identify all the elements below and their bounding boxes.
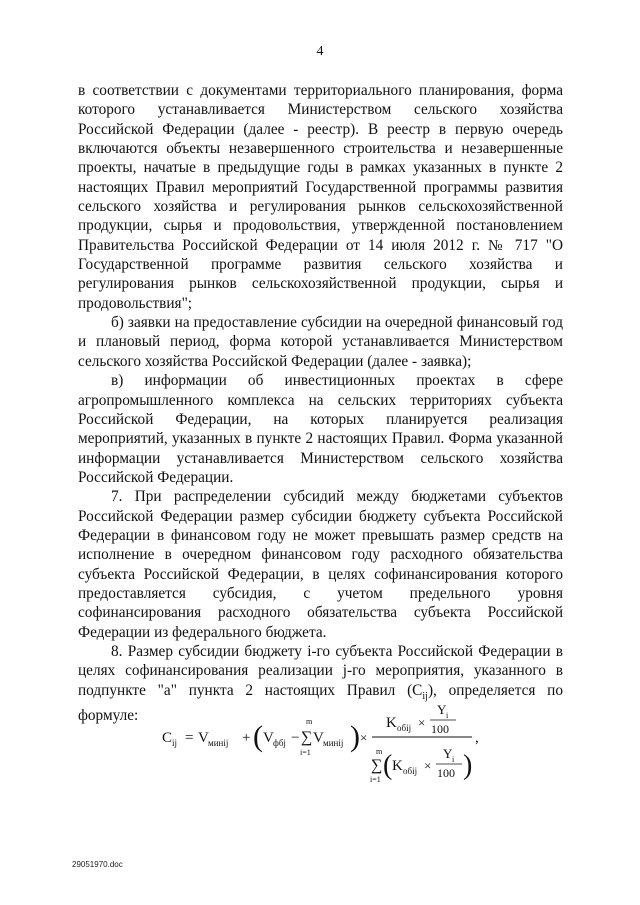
formula-y-den: Y [443, 746, 453, 761]
formula-v1-sub: минij [208, 738, 229, 748]
formula-plus: + [242, 730, 251, 746]
formula-sum1: ∑ [301, 729, 313, 746]
formula-den-lparen: ( [383, 750, 393, 781]
paragraph-v: в) информации об инвестиционных проектах в сфере агропромышленного комплекса на сельских территориях субъекта Российской Федерации, на которых планируется реализация мероприятий, указанных в пункте 2 настоящих Правил. Форма указанной информации устанавливается Министерством сельского хозяйства Российской Федерации. [78, 372, 563, 486]
formula-y-den-sub: i [452, 755, 455, 764]
paragraph-8-subscript: ij [422, 690, 428, 702]
formula-eq: = [185, 730, 194, 746]
formula-times2: × [418, 715, 426, 730]
formula-k-den: K [392, 758, 403, 774]
formula-k-den-sub: обij [403, 766, 418, 776]
formula-v3-sub: минij [323, 738, 344, 748]
formula-v2-sub: фбj [273, 738, 286, 748]
subsidy-formula [160, 688, 490, 788]
formula-sum2-bottom: i=1 [370, 775, 381, 784]
paragraph-8-tail: ), определяется по формуле: [78, 681, 564, 725]
formula-y-num-sub: i [446, 711, 449, 720]
formula-v3: V [313, 730, 324, 746]
body-text [78, 81, 563, 725]
formula-den-rparen: ) [463, 750, 473, 781]
formula-k-num-sub: обij [397, 723, 412, 733]
formula-v1: V [198, 730, 209, 746]
formula-svg [160, 688, 490, 788]
formula-v2: V [263, 730, 274, 746]
formula-c: C [162, 730, 173, 746]
formula-rparen: ) [350, 720, 360, 753]
formula-y-num: Y [437, 702, 447, 717]
paragraph-continuation: в соответствии с документами территориального планирования, форма которого устанавливается Министерством сельского хозяйства Российской Федерации (далее - реестр). В реестр в первую очередь включаются объекты незавершенного строительства и незавершенные проекты, начатые в предыдущие годы в рамках указанных в пункте 2 настоящих Правил мероприятий Государственной программы развития сельского хозяйства и регулирования рынков сельскохозяйственной продукции, сырья и продовольствия, утвержденной постановлением Правительства Российской Федерации от 14 июля 2012 г. № 717 "О Государственной программе развития сельского хозяйства и регулирования рынков сельскохозяйственной продукции, сырья и продовольствия"; [78, 82, 563, 312]
formula-sum2: ∑ [371, 757, 383, 774]
formula-sum1-bottom: i=1 [300, 748, 311, 757]
document-filename: 29051970.doc [72, 860, 123, 869]
paragraph-8-text: 8. Размер субсидии бюджету i-го субъекта Российской Федерации в целях софинансирования реализации j-го мероприятия, указанного в подпункте "а" пункта 2 настоящих Правил (C [78, 642, 563, 699]
formula-lparen: ( [253, 720, 263, 753]
formula-times1: × [360, 730, 368, 745]
paragraph-7: 7. При распределении субсидий между бюджетами субъектов Российской Федерации размер субсидии бюджету субъекта Российской Федерации в финансовом году не может превышать размер средств на исполнение в очередном финансовом году расходного обязательства субъекта Российской Федерации, в целях софинансирования которого предоставляется субсидия, с учетом предельного уровня софинансирования расходного обязательства субъекта Российской Федерации из федерального бюджета. [78, 488, 563, 641]
formula-hundred-num: 100 [431, 722, 449, 736]
formula-times3: × [424, 758, 432, 773]
page-number: 4 [316, 44, 324, 59]
formula-sum1-top: m [306, 717, 313, 726]
formula-hundred-den: 100 [437, 766, 455, 780]
paragraph-b: б) заявки на предоставление субсидии на очередной финансовый год и плановый период, форма которой устанавливается Министерством сельского хозяйства Российской Федерации (далее - заявка); [78, 314, 563, 370]
formula-comma: , [475, 730, 479, 746]
formula-sum2-top: m [376, 747, 383, 756]
formula-minus: − [291, 730, 300, 746]
formula-c-sub: ij [172, 738, 178, 748]
formula-k-num: K [386, 715, 397, 731]
